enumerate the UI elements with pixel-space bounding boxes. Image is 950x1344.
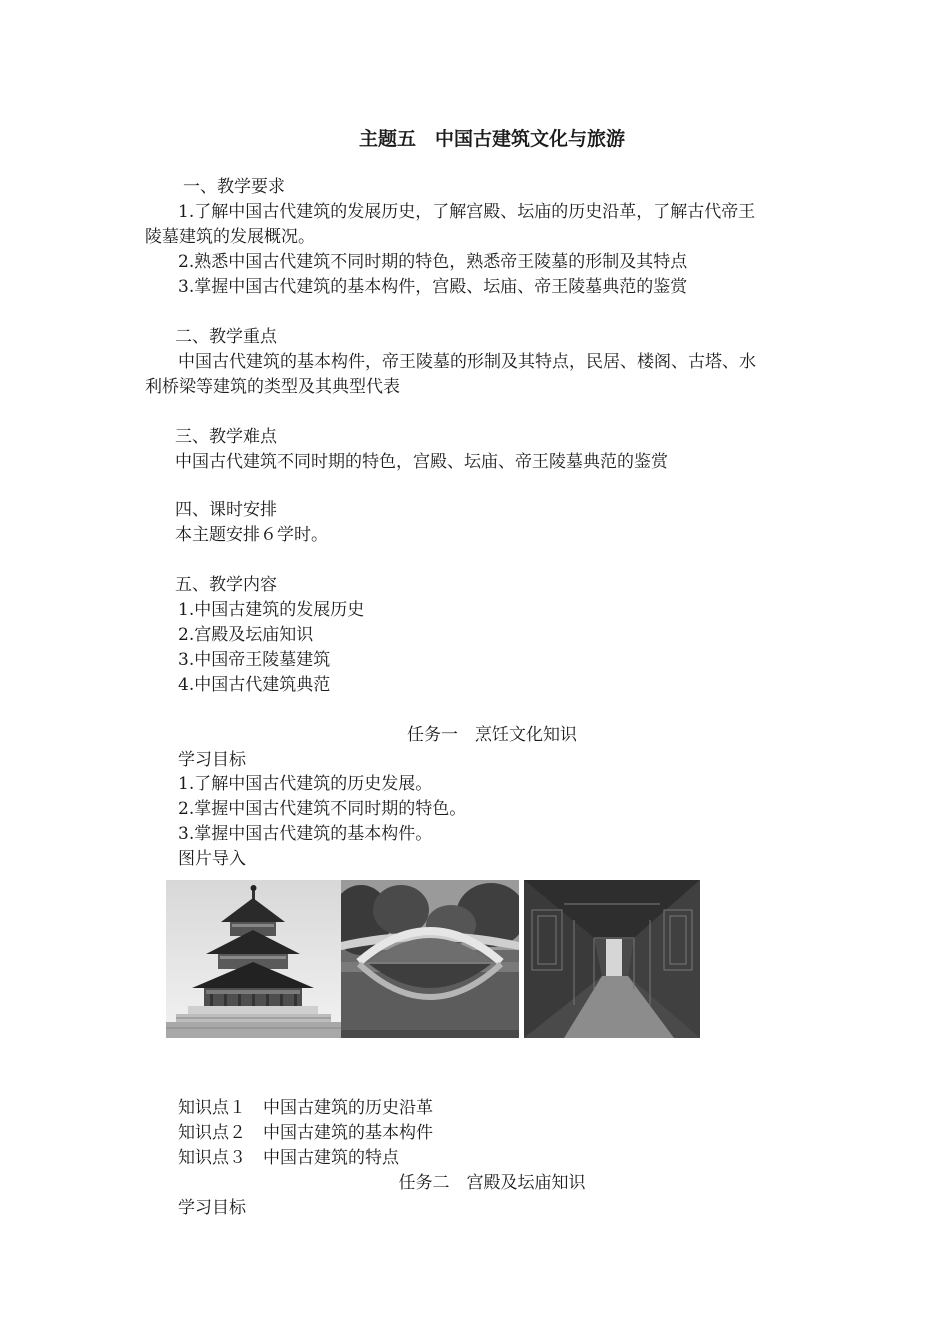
- content-item: 3.中国帝王陵墓建筑: [178, 650, 331, 670]
- task-1-heading: 任务一 烹饪文化知识: [407, 725, 577, 745]
- content-item: 4.中国古代建筑典范: [178, 675, 331, 695]
- knowledge-point: 知识点２ 中国古建筑的基本构件: [178, 1123, 433, 1143]
- section-heading-schedule: 四、课时安排: [175, 500, 277, 520]
- section-heading-requirements: 一、教学要求: [183, 177, 285, 197]
- temple-of-heaven-photo: [166, 880, 341, 1038]
- content-item: 1.中国古建筑的发展历史: [178, 600, 365, 620]
- task-2-objectives-label: 学习目标: [178, 1198, 246, 1218]
- task-1-objective: 1.了解中国古代建筑的历史发展。: [178, 774, 433, 794]
- key-points-line-1: 中国古代建筑的基本构件，帝王陵墓的形制及其特点，民居、楼阁、古塔、水: [178, 352, 756, 372]
- knowledge-point: 知识点１ 中国古建筑的历史沿革: [178, 1098, 433, 1118]
- task-1-objective: 3.掌握中国古代建筑的基本构件。: [178, 824, 433, 844]
- long-corridor-photo: [524, 880, 700, 1038]
- stone-arch-bridge-photo: [341, 880, 519, 1038]
- requirement-1-line-2: 陵墓建筑的发展概况。: [145, 227, 315, 247]
- section-heading-difficulties: 三、教学难点: [175, 427, 277, 447]
- photo-strip: [166, 880, 700, 1038]
- image-intro-label: 图片导入: [178, 849, 246, 869]
- knowledge-point: 知识点３ 中国古建筑的特点: [178, 1148, 399, 1168]
- key-points-line-2: 利桥梁等建筑的类型及其典型代表: [145, 377, 400, 397]
- section-heading-key-points: 二、教学重点: [175, 327, 277, 347]
- content-item: 2.宫殿及坛庙知识: [178, 625, 314, 645]
- task-1-objective: 2.掌握中国古代建筑不同时期的特色。: [178, 799, 467, 819]
- difficulties-text: 中国古代建筑不同时期的特色，宫殿、坛庙、帝王陵墓典范的鉴赏: [175, 452, 668, 472]
- task-2-heading: 任务二 宫殿及坛庙知识: [398, 1173, 586, 1193]
- section-heading-content: 五、教学内容: [175, 575, 277, 595]
- schedule-text: 本主题安排６学时。: [175, 525, 328, 545]
- page-title: 主题五 中国古建筑文化与旅游: [358, 128, 625, 150]
- requirement-3: 3.掌握中国古代建筑的基本构件，宫殿、坛庙、帝王陵墓典范的鉴赏: [178, 277, 688, 297]
- requirement-1-line-1: 1.了解中国古代建筑的发展历史，了解宫殿、坛庙的历史沿革，了解古代帝王: [178, 202, 756, 222]
- requirement-2: 2.熟悉中国古代建筑不同时期的特色，熟悉帝王陵墓的形制及其特点: [178, 252, 688, 272]
- task-1-objectives-label: 学习目标: [178, 750, 246, 770]
